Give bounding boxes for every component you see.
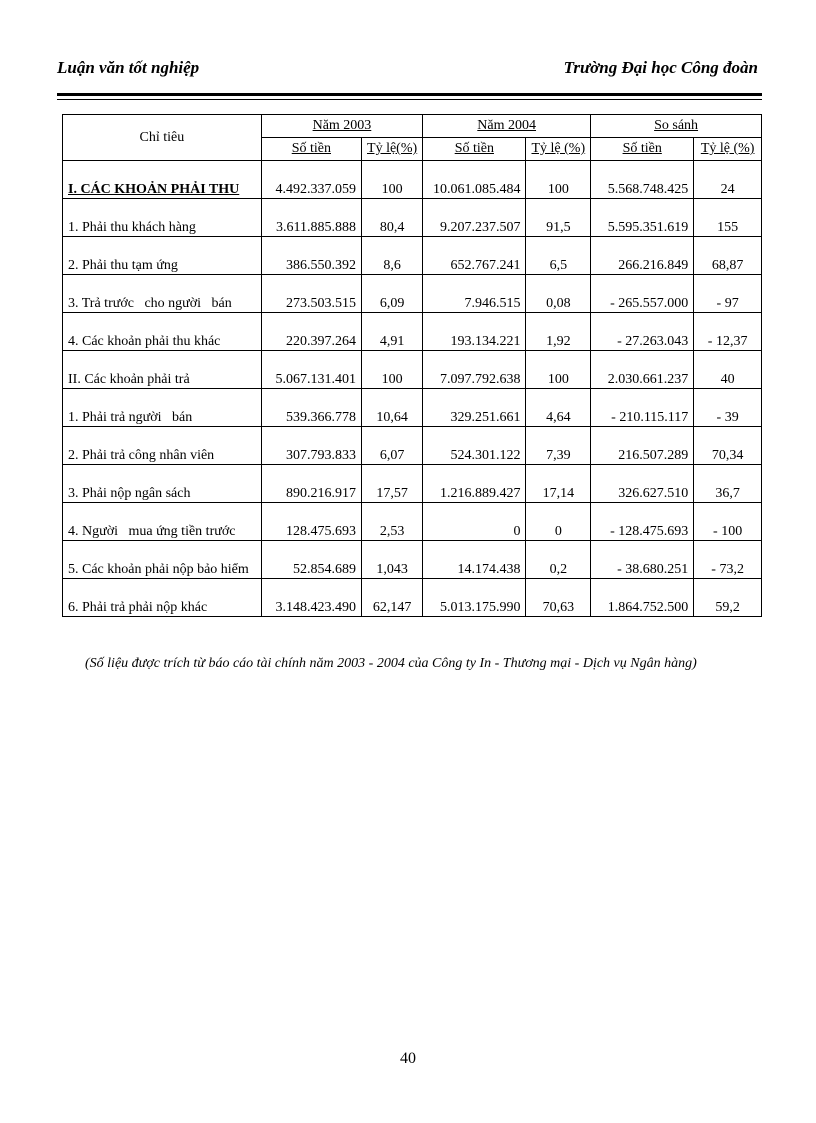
row-value: 0 [526,503,591,541]
row-value: 0,08 [526,275,591,313]
table-row [63,351,762,389]
row-value: 4.492.337.059 [261,161,361,199]
row-value: 539.366.778 [261,389,361,427]
row-value: 386.550.392 [261,237,361,275]
header-rule-thin [57,99,762,100]
table-row [63,389,762,427]
row-value: 6,5 [526,237,591,275]
row-value: 62,147 [362,579,423,617]
row-value: 36,7 [694,465,762,503]
row-value: 193.134.221 [423,313,526,351]
row-value: - 39 [694,389,762,427]
row-value: 1,043 [362,541,423,579]
row-value: 890.216.917 [261,465,361,503]
row-label: 3. Phải nộp ngân sách [63,465,262,503]
row-value: 24 [694,161,762,199]
row-value: 1.864.752.500 [591,579,694,617]
row-value: 2.030.661.237 [591,351,694,389]
row-value: 1.216.889.427 [423,465,526,503]
row-value: 307.793.833 [261,427,361,465]
row-value: - 210.115.117 [591,389,694,427]
row-value: 3.148.423.490 [261,579,361,617]
row-value: 1,92 [526,313,591,351]
row-label: I. CÁC KHOẢN PHẢI THU [63,161,262,199]
row-value: 0,2 [526,541,591,579]
row-value: 652.767.241 [423,237,526,275]
table-body [63,161,762,617]
row-value: 3.611.885.888 [261,199,361,237]
row-value: 329.251.661 [423,389,526,427]
row-label: 1. Phải thu khách hàng [63,199,262,237]
row-value: 17,57 [362,465,423,503]
row-value: 266.216.849 [591,237,694,275]
row-value: 70,34 [694,427,762,465]
table-row [63,503,762,541]
row-value: - 12,37 [694,313,762,351]
row-value: 9.207.237.507 [423,199,526,237]
row-value: 14.174.438 [423,541,526,579]
row-value: 10,64 [362,389,423,427]
row-value: 80,4 [362,199,423,237]
row-value: 59,2 [694,579,762,617]
row-value: 0 [423,503,526,541]
row-value: 4,91 [362,313,423,351]
row-value: 4,64 [526,389,591,427]
row-value: 128.475.693 [261,503,361,541]
row-value: 10.061.085.484 [423,161,526,199]
receivables-payables-table [62,114,762,617]
table-row [63,427,762,465]
row-value: 5.568.748.425 [591,161,694,199]
row-value: 326.627.510 [591,465,694,503]
row-value: - 27.263.043 [591,313,694,351]
subheader-ratio-comparison: Tỷ lệ (%) [694,138,762,161]
row-value: - 73,2 [694,541,762,579]
row-value: 52.854.689 [261,541,361,579]
row-value: - 128.475.693 [591,503,694,541]
table-row [63,465,762,503]
row-value: 100 [362,351,423,389]
table-header-row [63,115,762,138]
table-row [63,579,762,617]
row-value: 8,6 [362,237,423,275]
row-value: 5.013.175.990 [423,579,526,617]
header-university-name: Trường Đại học Công đoàn [563,58,758,77]
table-row [63,161,762,199]
page-number: 40 [400,1050,416,1067]
row-value: 17,14 [526,465,591,503]
row-value: 220.397.264 [261,313,361,351]
row-label: II. Các khoản phải trả [63,351,262,389]
table-row [63,237,762,275]
row-value: 216.507.289 [591,427,694,465]
row-label: 1. Phải trả người bán [63,389,262,427]
row-value: 40 [694,351,762,389]
row-value: - 265.557.000 [591,275,694,313]
row-value: 5.595.351.619 [591,199,694,237]
row-label: 2. Phải trả công nhân viên [63,427,262,465]
row-value: 7,39 [526,427,591,465]
row-value: 100 [362,161,423,199]
subheader-ratio-2004: Tỷ lệ (%) [526,138,591,161]
row-value: 7.946.515 [423,275,526,313]
subheader-amount-2003: Số tiền [261,138,361,161]
row-value: 155 [694,199,762,237]
subheader-amount-comparison: Số tiền [591,138,694,161]
table-row [63,275,762,313]
col-group-2004: Năm 2004 [423,115,591,138]
row-value: 100 [526,351,591,389]
header-rule-thick [57,93,762,96]
row-value: 100 [526,161,591,199]
subheader-amount-2004: Số tiền [423,138,526,161]
row-label: 3. Trả trước cho người bán [63,275,262,313]
row-label: 4. Người mua ứng tiền trước [63,503,262,541]
subheader-ratio-2003: Tỷ lệ(%) [362,138,423,161]
row-value: 273.503.515 [261,275,361,313]
row-label: 4. Các khoản phải thu khác [63,313,262,351]
row-value: 7.097.792.638 [423,351,526,389]
table-row [63,313,762,351]
row-label: 6. Phải trả phải nộp khác [63,579,262,617]
row-label: 5. Các khoản phải nộp bảo hiểm [63,541,262,579]
header-thesis-title: Luận văn tốt nghiệp [57,58,200,77]
row-value: - 97 [694,275,762,313]
row-value: 524.301.122 [423,427,526,465]
col-group-2003: Năm 2003 [261,115,422,138]
row-value: 6,09 [362,275,423,313]
row-label: 2. Phải thu tạm ứng [63,237,262,275]
row-value: 2,53 [362,503,423,541]
source-note: (Số liệu được trích từ báo cáo tài chính năm 2003 - 2004 của Công ty In - Thương mại - Dịch vụ Ngân hàng) [85,656,697,671]
row-value: - 38.680.251 [591,541,694,579]
row-value: 5.067.131.401 [261,351,361,389]
table-row [63,199,762,237]
col-group-comparison: So sánh [591,115,762,138]
row-value: 6,07 [362,427,423,465]
row-value: 70,63 [526,579,591,617]
row-value: 91,5 [526,199,591,237]
row-value: 68,87 [694,237,762,275]
table-row [63,541,762,579]
col-header-indicator: Chỉ tiêu [63,115,262,161]
row-value: - 100 [694,503,762,541]
